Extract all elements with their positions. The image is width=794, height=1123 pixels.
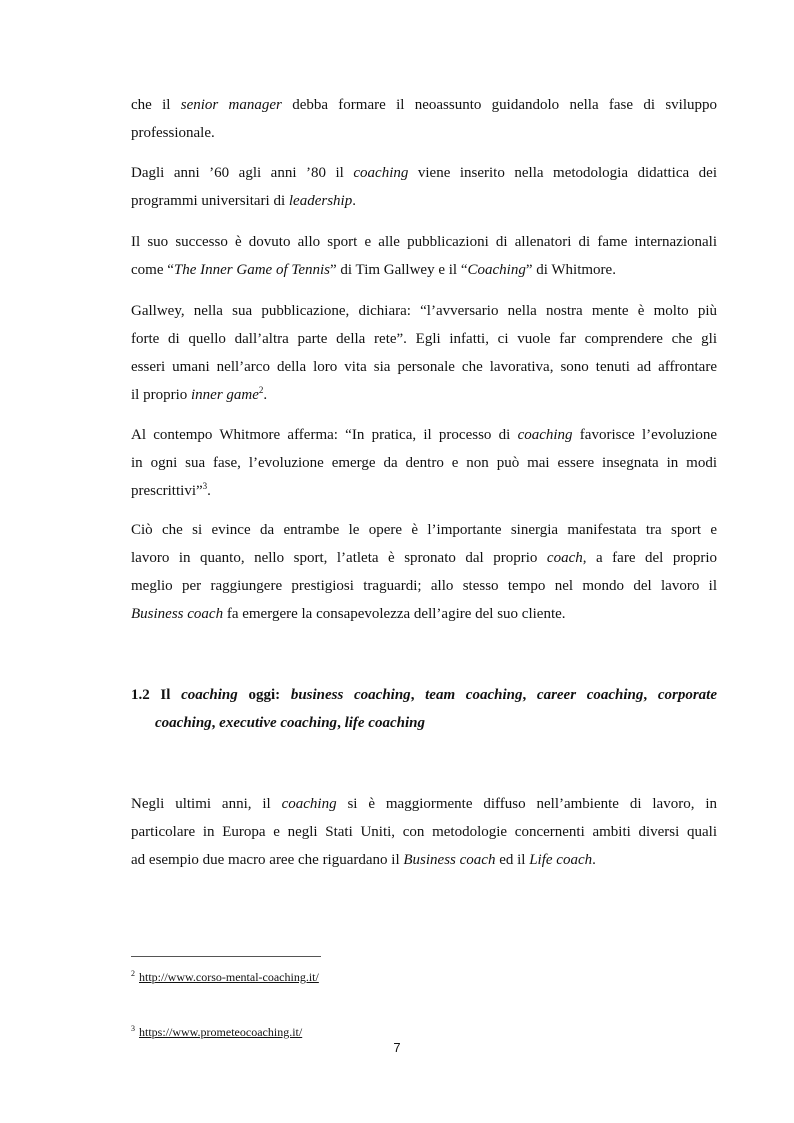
footnote-separator [131,956,321,957]
paragraph-success: Il suo successo è dovuto allo sport e alle pubblicazioni di allenatori di fame internazionali come “The Inner Game of Tennis” di Tim Gallwey e il “Coaching” di Whitmore. [131,234,717,278]
paragraph-recent-years: Negli ultimi anni, il coaching si è maggiormente diffuso nell’ambiente di lavoro, in particolare in Europa e negli Stati Uniti, con metodologie concernenti ambiti diversi quali ad esempio due macro aree che riguardano il Business coach ed il Life coach. [131,796,717,868]
paragraph-synergy: Ciò che si evince da entrambe le opere è l’importante sinergia manifestata tra sport e lavoro in quanto, nello sport, l’atleta è spronato dal proprio coach, a fare del proprio meglio per raggiungere prestigiosi traguardi; allo stesso tempo nel mondo del lavoro il Business coach fa emergere la consapevolezza dell’agire del suo cliente. [131,522,717,622]
paragraph-senior-manager: che il senior manager debba formare il neoassunto guidandolo nella fase di sviluppo professionale. [131,97,717,141]
footnote-2-link[interactable]: http://www.corso-mental-coaching.it/ [139,970,319,984]
footnote-ref-2[interactable]: 2 [258,385,264,395]
paragraph-gallwey: Gallwey, nella sua pubblicazione, dichiara: “l’avversario nella nostra mente è molto più forte di quello dall’altra parte della rete”. Egli infatti, ci vuole far comprendere che gli esseri umani nell’arco della loro vita sia personale che lavorativa, sono tenuti ad affrontare il proprio inner game$^2$. [131,303,717,403]
page-number: 7 [393,1040,401,1055]
paragraph-history: Dagli anni ’60 agli anni ’80 il coaching viene inserito nella metodologia didattica dei programmi universitari di leadership. [131,165,717,209]
footnote-2: $^2$ http://www.corso-mental-coaching.it/ [131,969,319,984]
footnote-3-link[interactable]: https://www.prometeocoaching.it/ [139,1025,303,1039]
footnote-3: $^3$ https://www.prometeocoaching.it/ [131,1024,303,1039]
footnote-ref-3[interactable]: 3 [202,481,208,491]
paragraph-whitmore: Al contempo Whitmore afferma: “In pratica, il processo di coaching favorisce l’evoluzione in ogni sua fase, l’evoluzione emerge da dentro e non può mai essere insegnata in modi prescrittivi”$^3$. [131,427,717,499]
section-heading: 1.2 Il coaching oggi: business coaching, team coaching, career coaching, corporate coaching, executive coaching, life coaching [131,687,718,731]
